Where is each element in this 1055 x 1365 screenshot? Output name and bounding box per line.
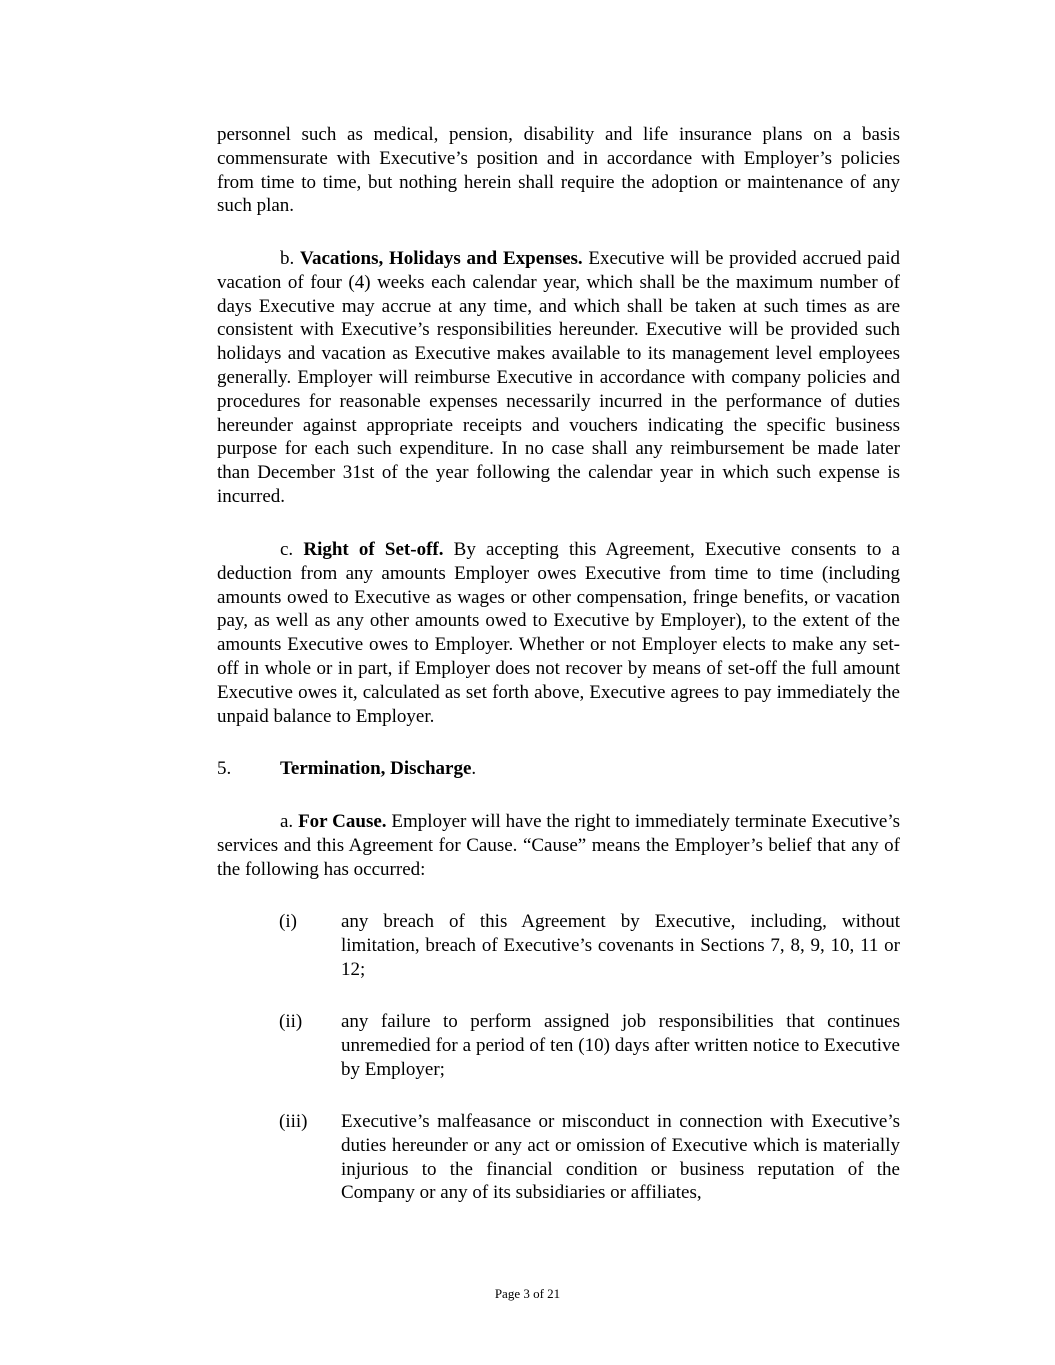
para-a-label: a. [280,811,294,832]
para-a-text: Employer will have the right to immediately terminate Executive’s services and this Agreement for Cause. “Cause” means the Employer’s belief that any of the following has occurred: [217,811,901,880]
list-text: Executive’s malfeasance or misconduct in connection with Executive’s duties hereunder or any act or omission of Executive which is materially injurious to the financial condition or business reputation of the Company or any of its subsidiaries or affiliates, [341,1111,900,1204]
list-marker: (i) [279,911,297,932]
list-marker: (iii) [279,1111,308,1132]
para-a-heading: For Cause. [298,811,387,832]
para-c-text: By accepting this Agreement, Executive consents to a deduction from any amounts Employer owes Executive from time to time (including amounts owed to Executive as wages or other compensation, fringe benefits, or vacation pay, as well as any other amounts owed to Executive by Employer), to the extent of the amounts Executive owes to Employer. Whether or not Employer elects to make any set-off in whole or in part, if Employer does not recover by means of set-off the full amount Executive owes it, calculated as set forth above, Executive agrees to pay immediately the unpaid balance to Employer. [217,539,900,727]
paragraph-set-off [217,538,900,728]
para-b-text: Executive will be provided accrued paid vacation of four (4) weeks each calendar year, which shall be the maximum number of days Executive may accrue at any time, and which shall be taken at such times as are consistent with Executive’s responsibilities hereunder. Executive will be provided such holidays and vacation as Executive makes available to its management level employees generally. Employer will reimburse Executive in accordance with company policies and procedures for reasonable expenses necessarily incurred in the performance of duties hereunder against appropriate receipts and vouchers indicating the specific business purpose for each such expenditure. In no case shall any reimbursement be made later than December 31st of the year following the calendar year in which such expense is incurred. [217,248,901,507]
para-c-heading: Right of Set-off. [303,539,444,560]
para-b-heading: Vacations, Holidays and Expenses. [300,248,583,269]
section-title: Termination, Discharge [280,758,472,779]
list-text: any failure to perform assigned job responsibilities that continues unremedied for a period of ten (10) days after written notice to Executive by Employer; [341,1011,900,1080]
paragraph-continuation: personnel such as medical, pension, disability and life insurance plans on a basis commensurate with Executive’s position and in accordance with Employer’s policies from time to time, but nothing herein shall require the adoption or maintenance of any such plan. [217,124,900,217]
section-number: 5. [217,758,232,779]
paragraph-for-cause [217,810,900,881]
page-footer: Page 3 of 21 [494,1286,561,1301]
section-suffix: . [471,758,477,779]
para-c-label: c. [280,539,294,560]
section-5-heading [217,757,900,781]
list-marker: (ii) [279,1011,303,1032]
paragraph-vacations [217,247,900,509]
para-b-label: b. [280,248,295,269]
list-text: any breach of this Agreement by Executive, including, without limitation, breach of Executive’s covenants in Sections 7, 8, 9, 10, 11 or 12; [341,911,900,980]
